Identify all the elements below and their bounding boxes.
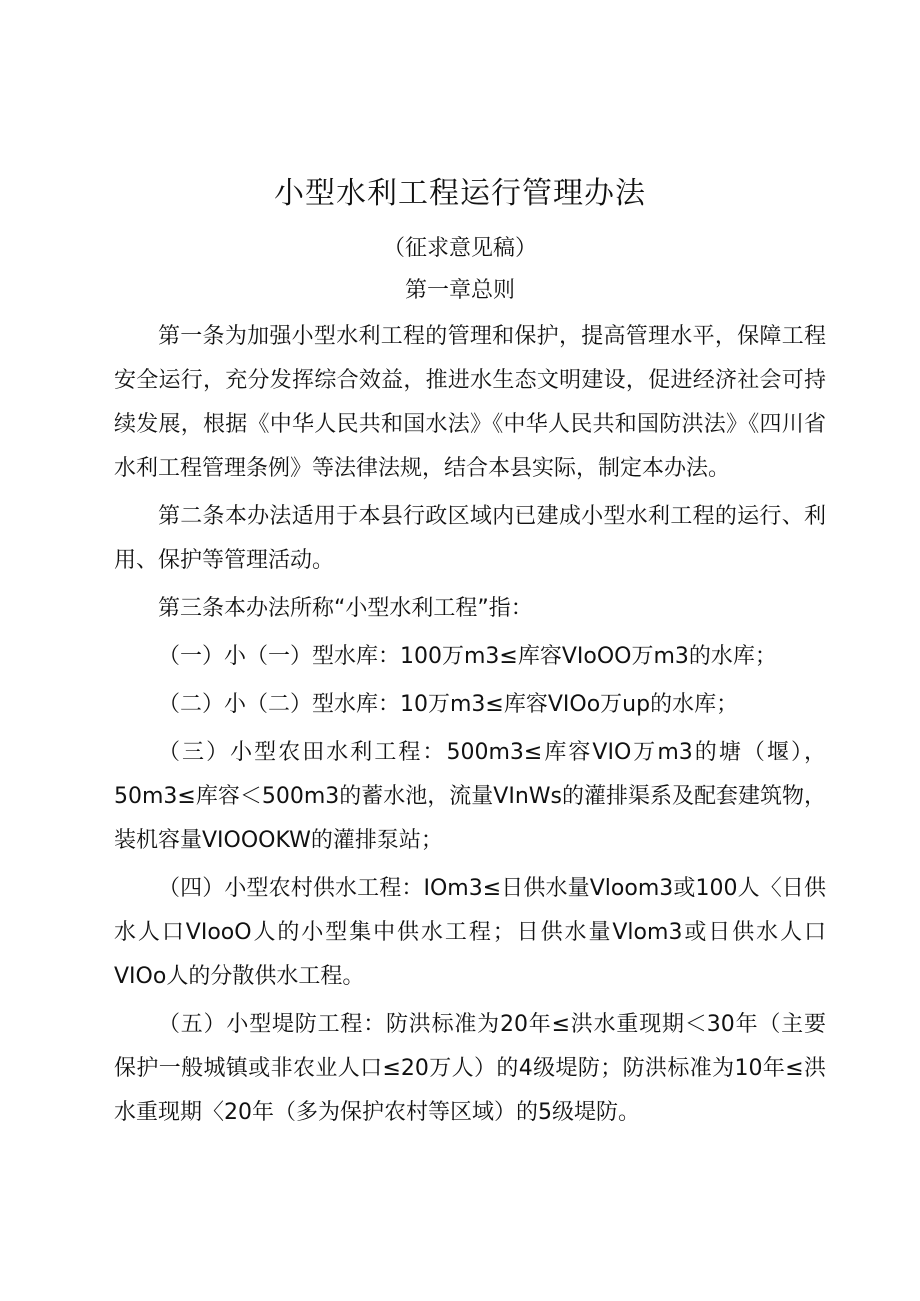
chapter-heading: 第一章总则 (404, 278, 515, 303)
paragraph-article-3: 第三条本办法所称“小型水利工程”指： (158, 596, 533, 621)
list-item-1: （一）小（一）型水库：100万m3≤库容VIoOO万m3的水库； (158, 644, 777, 669)
list-item-3: （三）小型农田水利工程：500m3≤库容VIO万m3的塘（堰），50m3≤库容＜500m3的蓄水池，流量VInWs的灌排渠系及配套建筑物，装机容量VIOOOKW的灌排泵站； (114, 740, 826, 853)
list-item-4: （四）小型农村供水工程：IOm3≤日供水量Vloom3或100人〈日供水人口VIooO人的小型集中供水工程；日供水量Vlom3或日供水人口VIOo人的分散供水工程。 (114, 876, 826, 989)
document-body (114, 315, 826, 1135)
document-subtitle: （征求意见稿） (382, 236, 537, 261)
list-item-5: （五）小型堤防工程：防洪标准为20年≤洪水重现期＜30年（主要保护一般城镇或非农业人口≤20万人）的4级堤防；防洪标准为10年≤洪水重现期〈20年（多为保护农村等区域）的5级堤防。 (114, 1012, 826, 1125)
list-item-2: （二）小（二）型水库：10万m3≤库容VIOo万up的水库； (158, 692, 739, 717)
paragraph-article-1: 第一条为加强小型水利工程的管理和保护，提高管理水平，保障工程安全运行，充分发挥综合效益，推进水生态文明建设，促进经济社会可持续发展，根据《中华人民共和国水法》《中华人民共和国防洪法》《四川省水利工程管理条例》等法律法规，结合本县实际，制定本办法。 (114, 324, 826, 481)
document-title: 小型水利工程运行管理办法 (274, 176, 646, 211)
paragraph-article-2: 第二条本办法适用于本县行政区域内已建成小型水利工程的运行、利用、保护等管理活动。 (114, 504, 826, 573)
